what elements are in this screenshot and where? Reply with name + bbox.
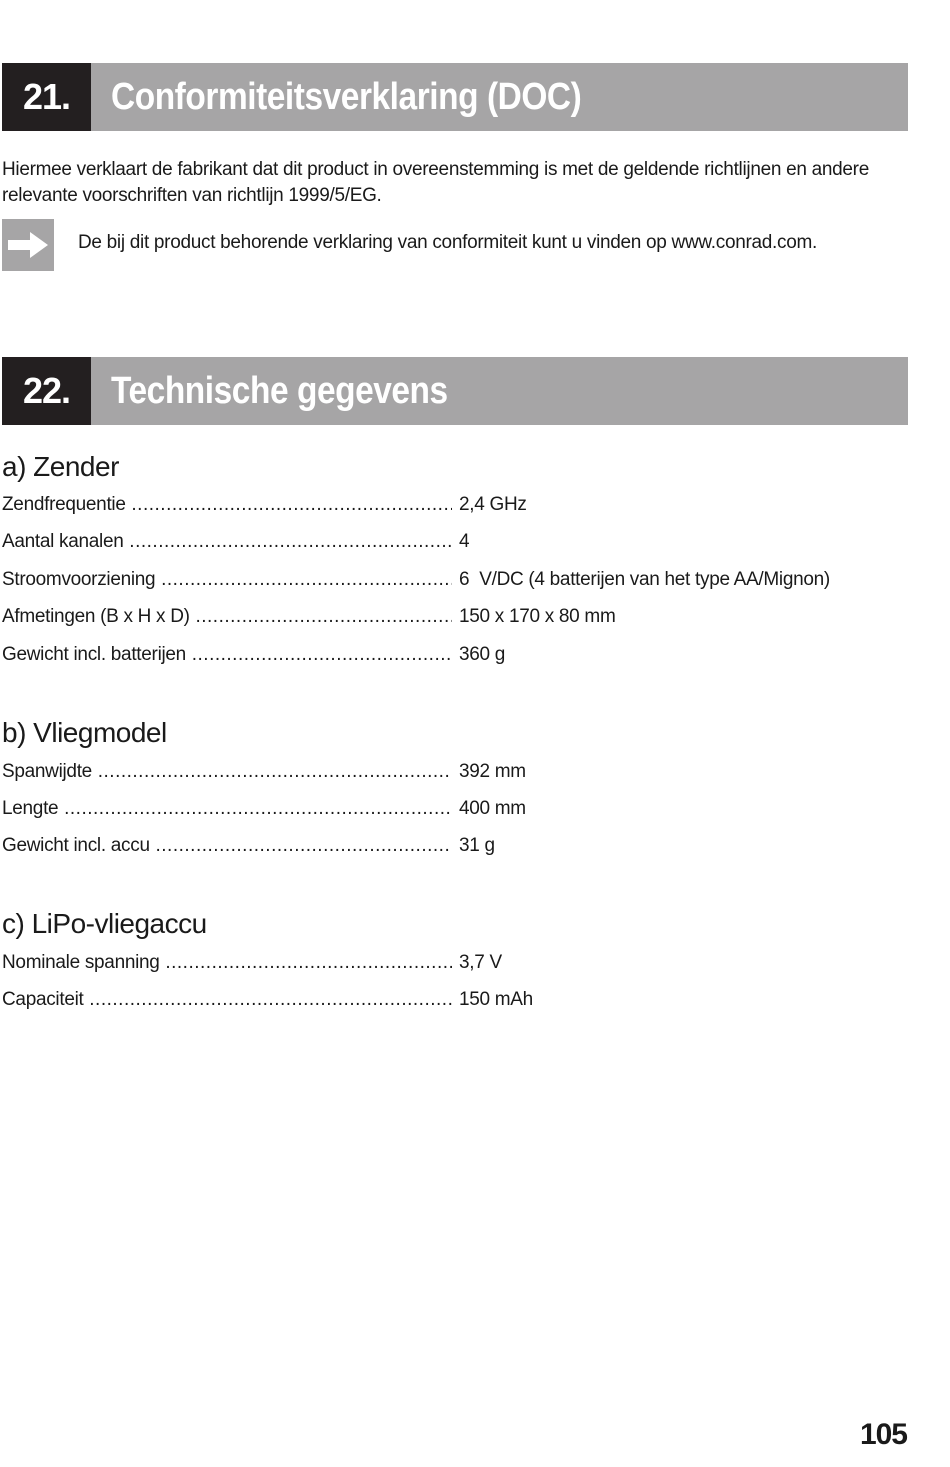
spec-value: 2,4 GHz [459, 494, 527, 515]
section-number: 22. [2, 357, 91, 425]
spec-label: Spanwijdte ..... [2, 761, 452, 783]
spec-row [2, 494, 902, 520]
spec-row [2, 989, 902, 1015]
note-row [2, 219, 912, 272]
spec-value: 3,7 V [459, 952, 502, 973]
subheading-vliegmodel: b) Vliegmodel [2, 717, 167, 748]
section-title: Conformiteitsverklaring (DOC) [111, 75, 582, 118]
spec-value: 400 mm [459, 798, 526, 819]
spec-row [2, 531, 902, 557]
spec-row [2, 952, 902, 978]
spec-label: Gewicht incl. accu ..... [2, 835, 452, 857]
spec-row [2, 798, 902, 824]
section-number: 21. [2, 63, 91, 131]
note-text: De bij dit product behorende verklaring van conformiteit kunt u vinden op www.conrad.com. [78, 232, 817, 253]
spec-row [2, 835, 902, 861]
spec-row [2, 644, 902, 670]
section-title: Technische gegevens [111, 369, 448, 412]
spec-value: 360 g [459, 644, 506, 665]
spec-value: 31 g [459, 835, 495, 856]
spec-row [2, 569, 902, 595]
spec-label: Nominale spanning ..... [2, 952, 452, 974]
spec-row [2, 761, 902, 787]
spec-label: Stroomvoorziening ..... [2, 569, 452, 591]
subheading-zender: a) Zender [2, 451, 119, 482]
spec-label: Lengte ..... [2, 798, 452, 820]
conformity-paragraph: Hiermee verklaart de fabrikant dat dit product in overeenstemming is met de geldende richtlijnen en andere relevante voorschriften van richtlijn 1999/5/EG. [2, 159, 869, 206]
spec-value: 4 [459, 531, 470, 552]
spec-label: Afmetingen (B x H x D) ..... [2, 606, 452, 628]
subheading-lipo-vliegaccu: c) LiPo-vliegaccu [2, 908, 207, 939]
spec-label: Aantal kanalen ..... [2, 531, 452, 553]
spec-label: Zendfrequentie ..... [2, 494, 452, 516]
spec-label: Capaciteit ..... [2, 989, 452, 1011]
arrow-right-icon [2, 219, 54, 271]
spec-value: 392 mm [459, 761, 526, 782]
spec-value: 150 x 170 x 80 mm [459, 606, 616, 627]
spec-label: Gewicht incl. batterijen ..... [2, 644, 452, 666]
page-number: 105 [859, 1418, 907, 1451]
spec-value: 6 V/DC (4 batterijen van het type AA/Mignon) [459, 569, 830, 590]
spec-row [2, 606, 902, 632]
spec-value: 150 mAh [459, 989, 533, 1010]
section-header-21 [2, 63, 908, 131]
section-header-22 [2, 357, 908, 425]
